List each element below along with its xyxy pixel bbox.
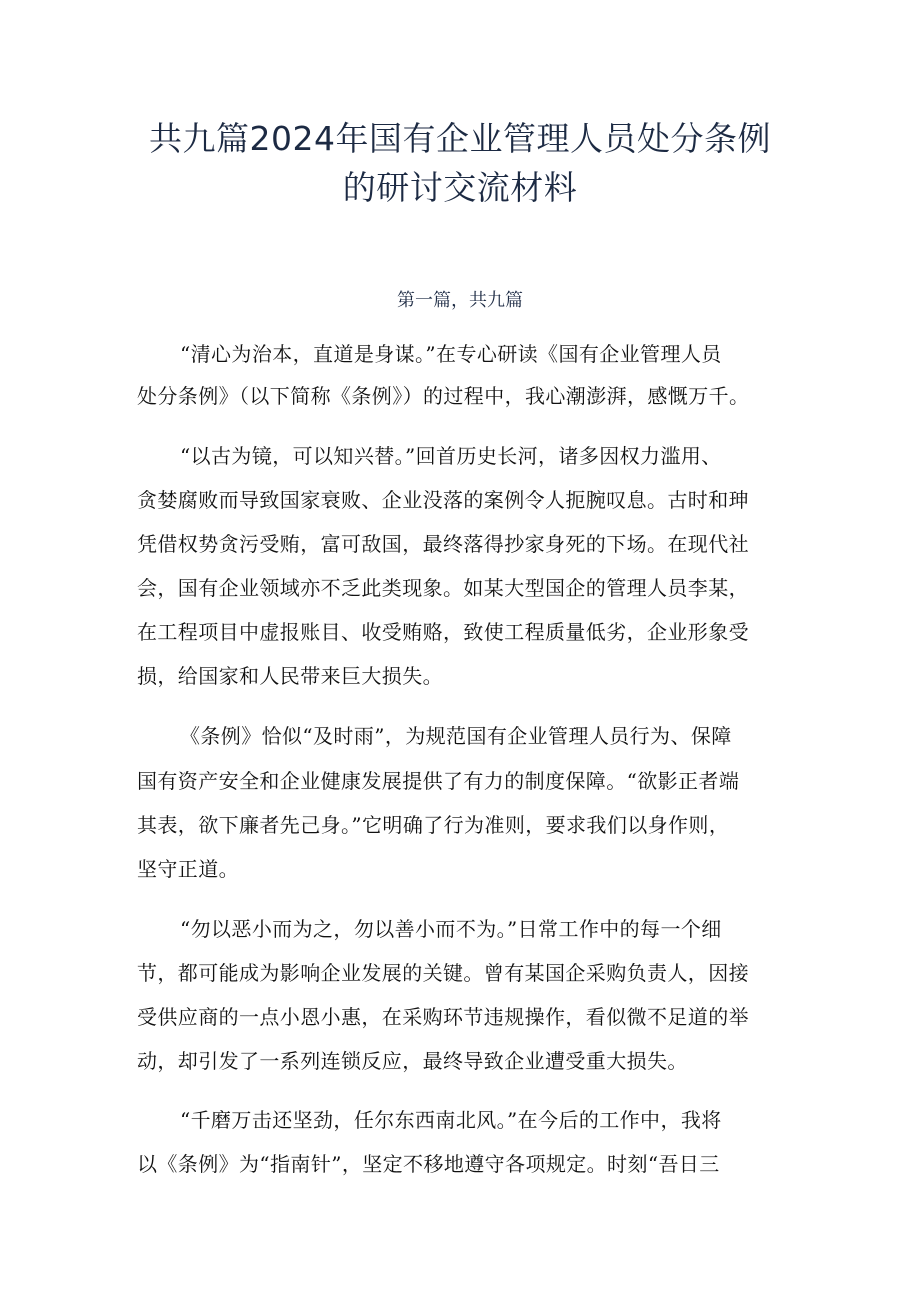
paragraph-4-line-4: 动，却引发了一系列连锁反应，最终导致企业遭受重大损失。 (137, 1049, 688, 1073)
paragraph-4-line-3: 受供应商的一点小恩小惠，在采购环节违规操作，看似微不足道的举 (137, 1005, 749, 1029)
paragraph-2-line-1: “以古为镜，可以知兴替。”回首历史长河，诸多因权力滥用、 (180, 444, 722, 468)
paragraph-5-line-2: 以《条例》为“指南针”，坚定不移地遵守各项规定。时刻“吾日三 (137, 1152, 720, 1176)
paragraph-2-line-4: 会，国有企业领域亦不乏此类现象。如某大型国企的管理人员李某， (137, 576, 749, 600)
paragraph-2-line-6: 损，给国家和人民带来巨大损失。 (137, 664, 443, 688)
paragraph-4-line-2: 节，都可能成为影响企业发展的关键。曾有某国企采购负责人，因接 (137, 961, 749, 985)
paragraph-2-line-2: 贪婪腐败而导致国家衰败、企业没落的案例令人扼腕叹息。古时和珅 (137, 488, 749, 512)
section-heading: 第一篇，共九篇 (397, 290, 523, 311)
document-title-line-2: 的研讨交流材料 (342, 168, 578, 207)
paragraph-3-line-1: 《条例》恰似“及时雨”，为规范国有企业管理人员行为、保障 (180, 724, 732, 748)
paragraph-3-line-4: 坚守正道。 (137, 857, 239, 881)
paragraph-2-line-5: 在工程项目中虚报账目、收受贿赂，致使工程质量低劣，企业形象受 (137, 620, 749, 644)
paragraph-4-line-1: “勿以恶小而为之，勿以善小而不为。”日常工作中的每一个细 (180, 917, 722, 941)
paragraph-1-line-2: 处分条例》（以下简称《条例》）的过程中，我心潮澎湃，感慨万千。 (137, 384, 750, 408)
paragraph-1-line-1: “清心为治本，直道是身谋。”在专心研读《国有企业管理人员 (180, 342, 722, 366)
paragraph-3-line-3: 其表，欲下廉者先己身。”它明确了行为准则，要求我们以身作则， (137, 813, 730, 837)
paragraph-3-line-2: 国有资产安全和企业健康发展提供了有力的制度保障。“欲影正者端 (137, 769, 740, 793)
document-title-line-1: 共九篇2024年国有企业管理人员处分条例 (149, 119, 771, 158)
paragraph-5-line-1: “千磨万击还坚劲，任尔东西南北风。”在今后的工作中，我将 (180, 1108, 722, 1132)
paragraph-2-line-3: 凭借权势贪污受贿，富可敌国，最终落得抄家身死的下场。在现代社 (137, 532, 749, 556)
